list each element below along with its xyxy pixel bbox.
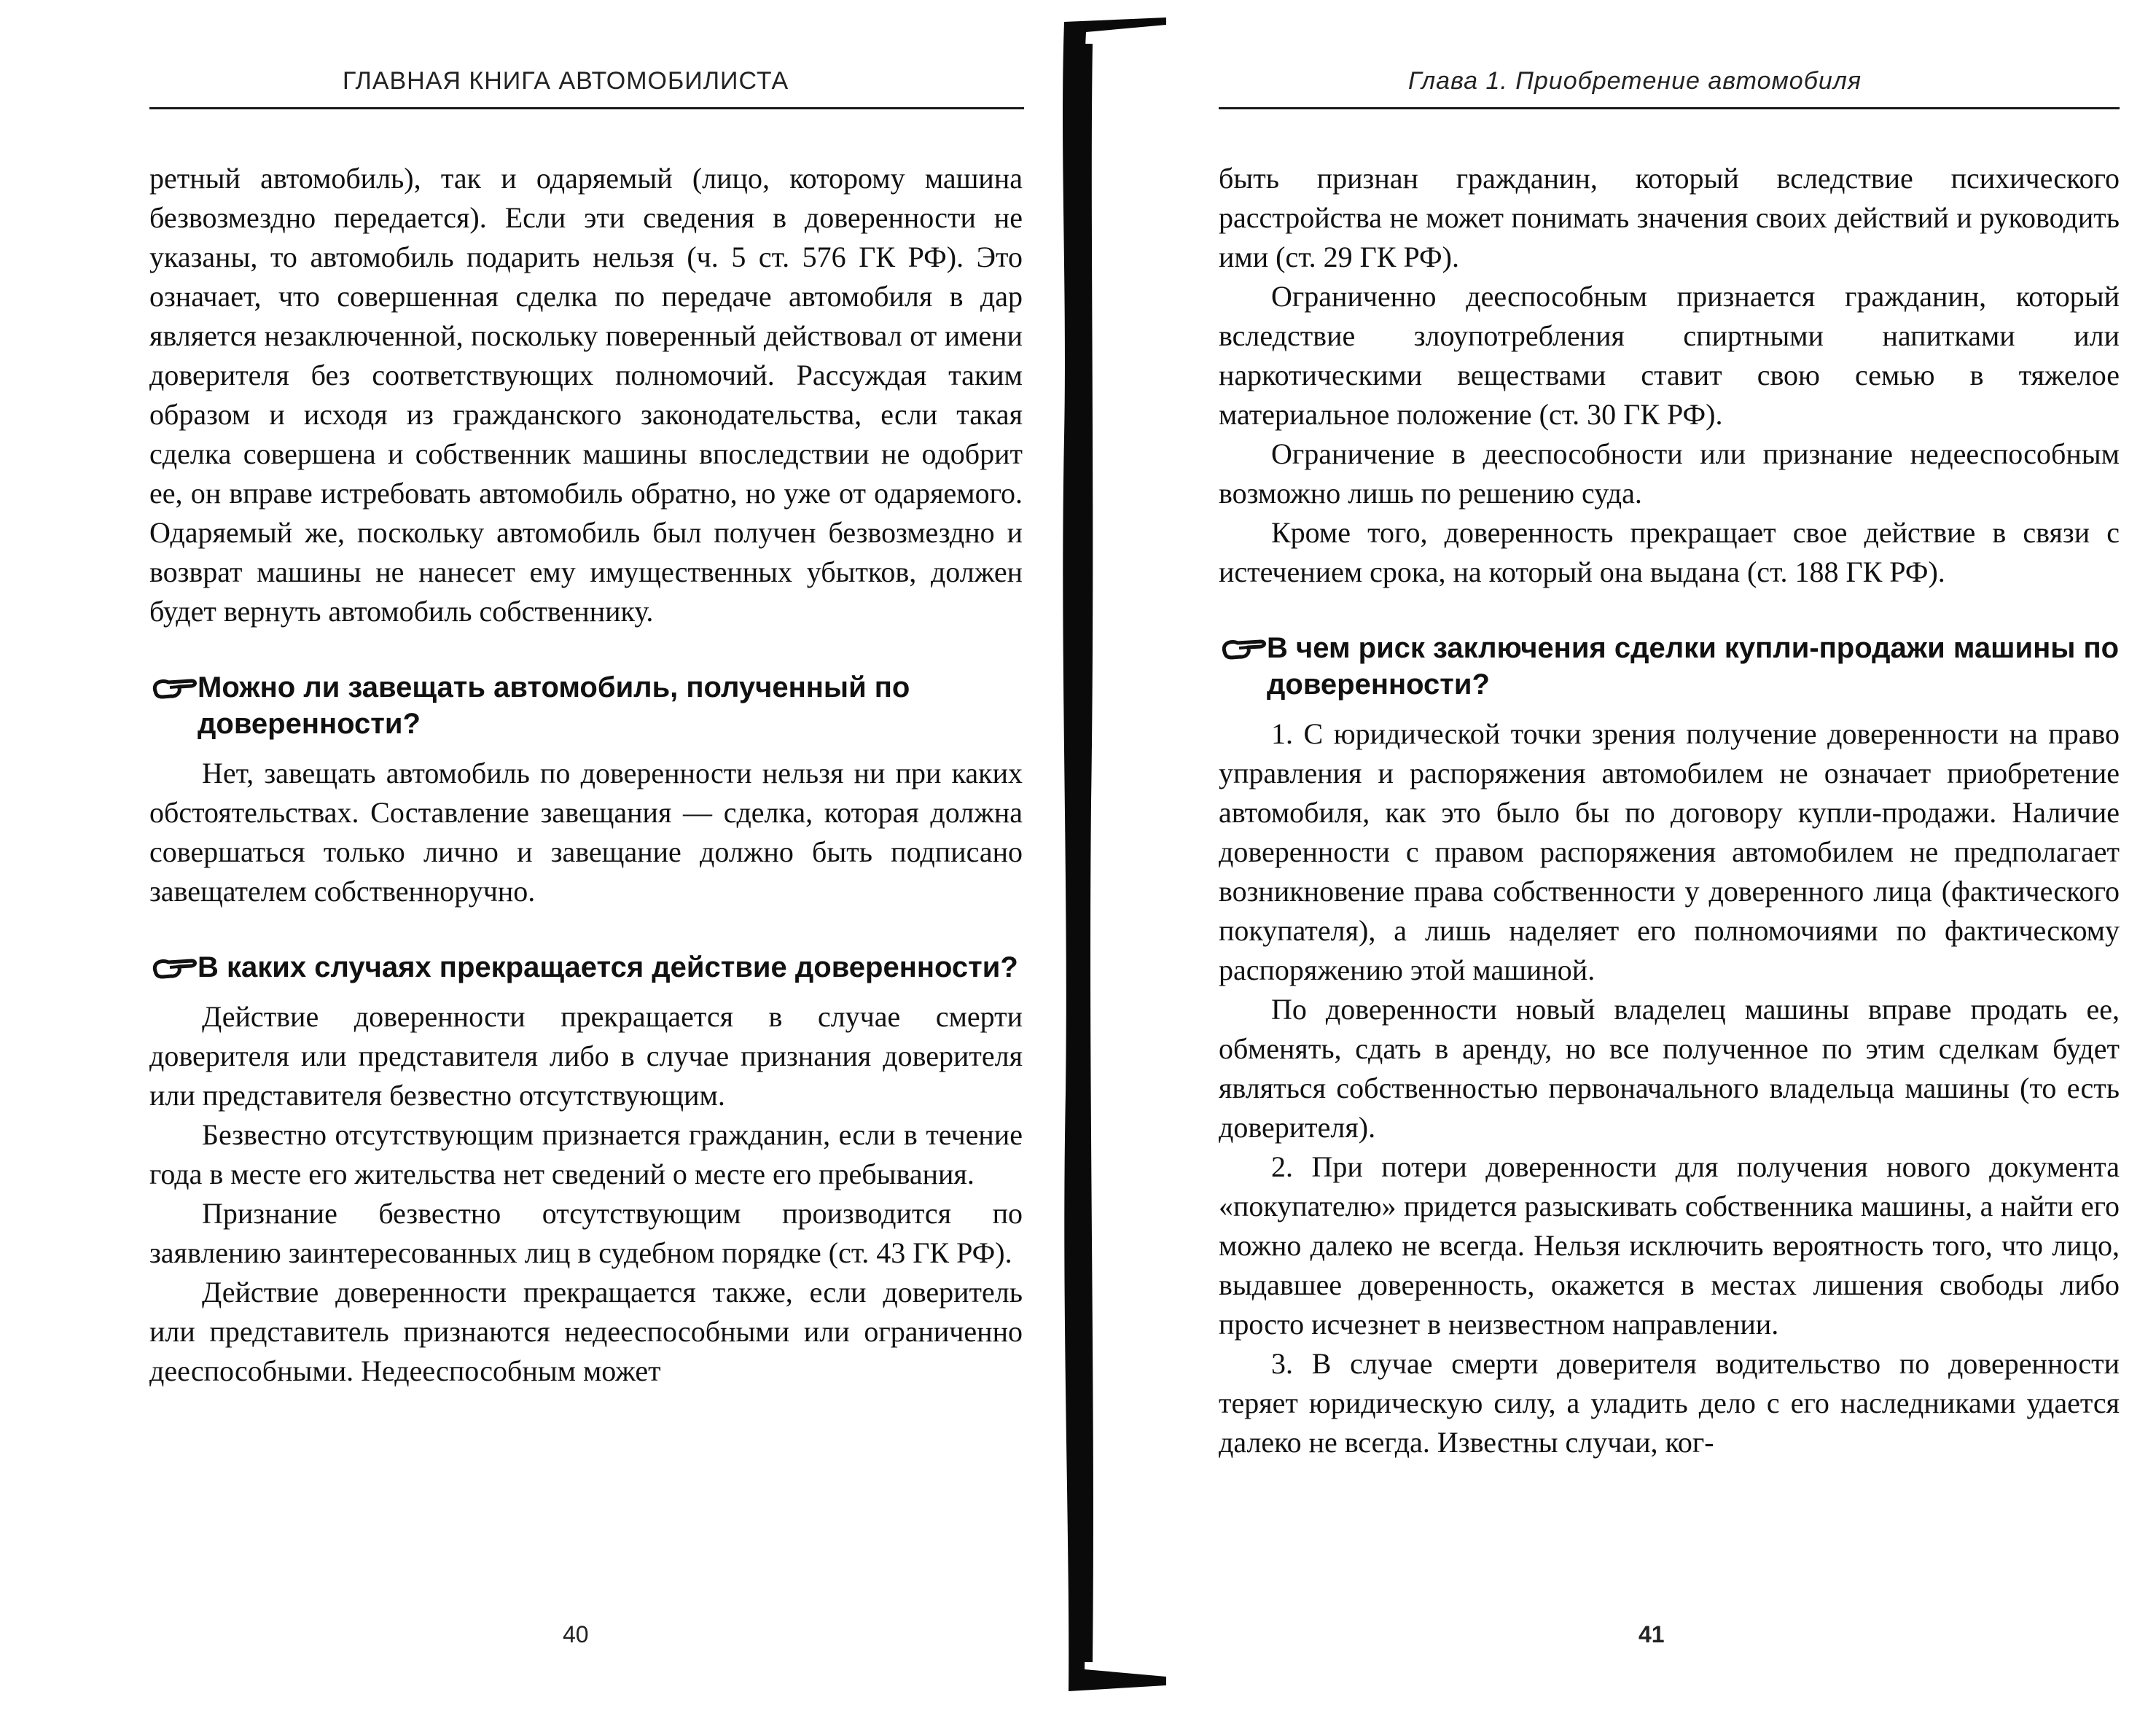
paragraph: 2. При потери доверенности для получения нового документа «покупателю» придется разыскивать собственника машины, а найти его можно далеко не всегда. Нельзя исключить вероятность того, что лицо, выдавшее доверенность, окажется в местах лишения свободы либо просто исчезнет в неизвестном направлении. xyxy=(1219,1150,2120,1341)
section-heading-text: В каких случаях прекращается действие доверенности? xyxy=(198,951,1018,983)
paragraph: 1. С юридической точки зрения получение доверенности на право управления и распоряжения автомобилем не означает приобретение автомобиля, как это было бы по договору купли-продажи. Наличие доверенности с правом распоряжения автомобилем не предполагает возникновение права собственности у доверенного лица (фактического покупателя), а лишь наделяет его полномочиями по фактическому распоряжению этой машиной. xyxy=(1219,717,2120,986)
section-heading xyxy=(1219,630,2120,703)
left-running-head: ГЛАВНАЯ КНИГА АВТОМОБИЛИСТА xyxy=(343,67,789,95)
section-heading xyxy=(149,949,1023,986)
right-page xyxy=(1166,0,2156,1716)
pointing-hand-icon xyxy=(149,669,198,706)
pointing-hand-icon xyxy=(1219,630,1267,666)
section-heading xyxy=(149,669,1023,742)
section-heading-text: Можно ли завещать автомобиль, полученный по доверенности? xyxy=(198,671,910,740)
right-page-number: 41 xyxy=(1639,1621,1665,1647)
right-running-head: Глава 1. Приобретение автомобиля xyxy=(1408,67,1862,95)
left-page xyxy=(0,0,1042,1716)
paragraph: Признание безвестно отсутствующим производится по заявлению заинтересованных лиц в судебном порядке (ст. 43 ГК РФ). xyxy=(149,1197,1023,1269)
paragraph: Действие доверенности прекращается в случае смерти доверителя или представителя либо в случае признания доверителя или представителя безвестно отсутствующим. xyxy=(149,1000,1023,1112)
left-header-rule xyxy=(149,107,1024,109)
paragraph: 3. В случае смерти доверителя водительство по доверенности теряет юридическую силу, а уладить дело с его наследниками удается далеко не всегда. Известны случаи, ког- xyxy=(1219,1347,2120,1459)
paragraph: Ограниченно дееспособным признается гражданин, который вследствие злоупотребления спиртными напитками или наркотическими веществами ставит свою семью в тяжелое материальное положение (ст. 30 ГК РФ). xyxy=(1219,280,2120,431)
paragraph: Кроме того, доверенность прекращает свое действие в связи с истечением срока, на который она выдана (ст. 188 ГК РФ). xyxy=(1219,516,2120,588)
binding-gutter xyxy=(1042,0,1166,1716)
section-heading-text: В чем риск заключения сделки купли-продажи машины по доверенности? xyxy=(1267,632,2120,701)
left-page-number: 40 xyxy=(563,1621,589,1647)
paragraph: быть признан гражданин, который вследствие психического расстройства не может понимать значения своих действий и руководить ими (ст. 29 ГК РФ). xyxy=(1219,162,2120,273)
paragraph: Действие доверенности прекращается также, если доверитель или представитель признаются недееспособными или ограниченно дееспособными. Недееспособным может xyxy=(149,1276,1023,1387)
paragraph: По доверенности новый владелец машины вправе продать ее, обменять, сдать в аренду, но все полученное по этим сделкам будет являться собственностью первоначального владельца машины (то есть доверителя). xyxy=(1219,993,2120,1144)
right-text-column xyxy=(1219,159,2120,1462)
paragraph: Ограничение в дееспособности или признание недееспособным возможно лишь по решению суда. xyxy=(1219,437,2120,510)
pointing-hand-icon xyxy=(149,949,198,986)
paragraph: Безвестно отсутствующим признается гражданин, если в течение года в месте его жительства нет сведений о месте его пребывания. xyxy=(149,1118,1023,1190)
left-text-column xyxy=(149,159,1023,1391)
paragraph: Нет, завещать автомобиль по доверенности нельзя ни при каких обстоятельствах. Составление завещания — сделка, которая должна совершаться только лично и завещание должно быть подписано завещателем собственноручно. xyxy=(149,757,1023,908)
intro-paragraph: ретный автомобиль), так и одаряемый (лицо, которому машина безвозмездно передается). Если эти сведения в доверенности не указаны, то автомобиль подарить нельзя (ч. 5 ст. 576 ГК РФ). Это означает, что совершенная сделка по передаче автомобиля в дар является незаключенной, поскольку поверенный действовал от имени доверителя без соответствующих полномочий. Рассуждая таким образом и исходя из гражданского законодательства, если такая сделка совершена и собственник машины впоследствии не одобрит ее, он вправе истребовать автомобиль обратно, но уже от одаряемого. Одаряемый же, поскольку автомобиль был получен безвозмездно и возврат машины не нанесет ему имущественных убытков, должен будет вернуть автомобиль собственнику. xyxy=(149,162,1023,628)
right-header-rule xyxy=(1219,107,2120,109)
